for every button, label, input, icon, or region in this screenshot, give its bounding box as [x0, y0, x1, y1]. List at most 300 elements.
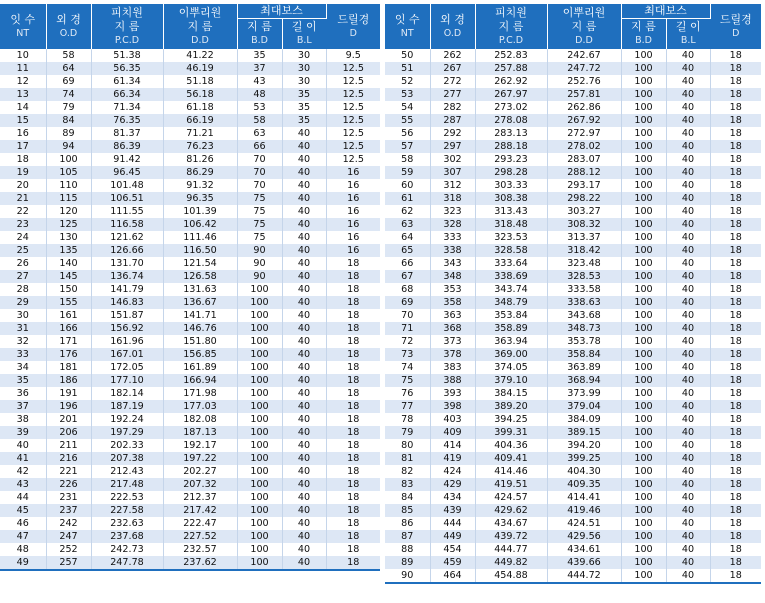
cell-drill: 18: [326, 543, 380, 556]
cell-dd: 373.99: [547, 387, 621, 400]
table-row: [385, 296, 761, 309]
cell-bl: 40: [666, 88, 710, 101]
header-od: 외 경 O.D: [46, 4, 91, 49]
cell-bd: 100: [237, 465, 282, 478]
cell-nt: 87: [385, 530, 430, 543]
cell-bl: 40: [666, 101, 710, 114]
cell-pcd: 308.38: [475, 192, 547, 205]
table-row: [385, 452, 761, 465]
cell-dd: 272.97: [547, 127, 621, 140]
table-row: [0, 88, 380, 101]
cell-dd: 419.46: [547, 504, 621, 517]
cell-drill: 18: [326, 257, 380, 270]
cell-pcd: 86.39: [91, 140, 163, 153]
table-row: [385, 283, 761, 296]
table-row: [0, 309, 380, 322]
cell-od: 429: [430, 478, 475, 491]
cell-dd: 151.80: [163, 335, 237, 348]
cell-dd: 328.53: [547, 270, 621, 283]
cell-od: 247: [46, 530, 91, 543]
header-dd: 이뿌리원 지 름 D.D: [163, 4, 237, 49]
cell-pcd: 151.87: [91, 309, 163, 322]
cell-drill: 18: [710, 426, 761, 439]
cell-od: 100: [46, 153, 91, 166]
cell-od: 297: [430, 140, 475, 153]
cell-bl: 40: [282, 166, 326, 179]
cell-drill: 12.5: [326, 62, 380, 75]
cell-od: 358: [430, 296, 475, 309]
cell-bd: 75: [237, 218, 282, 231]
table-row: [385, 426, 761, 439]
cell-drill: 18: [710, 387, 761, 400]
cell-bl: 40: [666, 504, 710, 517]
table-row: [0, 244, 380, 257]
cell-dd: 166.94: [163, 374, 237, 387]
cell-nt: 16: [0, 127, 46, 140]
table-row: [0, 504, 380, 517]
cell-drill: 18: [710, 127, 761, 140]
cell-drill: 18: [326, 491, 380, 504]
cell-od: 323: [430, 205, 475, 218]
cell-nt: 60: [385, 179, 430, 192]
header-bd: 지 름 B.D: [621, 19, 666, 50]
cell-pcd: 293.23: [475, 153, 547, 166]
cell-od: 120: [46, 205, 91, 218]
cell-od: 226: [46, 478, 91, 491]
table-row: [0, 322, 380, 335]
cell-od: 181: [46, 361, 91, 374]
table-row: [0, 296, 380, 309]
cell-dd: 66.19: [163, 114, 237, 127]
cell-pcd: 358.89: [475, 322, 547, 335]
cell-bd: 100: [237, 387, 282, 400]
cell-pcd: 66.34: [91, 88, 163, 101]
cell-drill: 18: [326, 296, 380, 309]
table-row: [0, 192, 380, 205]
cell-bd: 100: [621, 530, 666, 543]
cell-pcd: 182.14: [91, 387, 163, 400]
cell-bl: 40: [666, 413, 710, 426]
cell-dd: 121.54: [163, 257, 237, 270]
cell-bl: 35: [282, 88, 326, 101]
cell-pcd: 449.82: [475, 556, 547, 569]
cell-dd: 111.46: [163, 231, 237, 244]
cell-nt: 40: [0, 439, 46, 452]
cell-bl: 40: [666, 387, 710, 400]
cell-bd: 100: [237, 556, 282, 570]
cell-nt: 75: [385, 374, 430, 387]
cell-dd: 131.63: [163, 283, 237, 296]
cell-dd: 394.20: [547, 439, 621, 452]
cell-bl: 40: [282, 504, 326, 517]
cell-drill: 12.5: [326, 140, 380, 153]
cell-nt: 43: [0, 478, 46, 491]
cell-od: 373: [430, 335, 475, 348]
cell-drill: 18: [326, 504, 380, 517]
table-row: [385, 205, 761, 218]
cell-od: 155: [46, 296, 91, 309]
cell-nt: 72: [385, 335, 430, 348]
table-row: [385, 218, 761, 231]
cell-drill: 18: [326, 374, 380, 387]
table-row: [385, 101, 761, 114]
cell-pcd: 252.83: [475, 49, 547, 62]
table-row: [0, 153, 380, 166]
cell-dd: 333.58: [547, 283, 621, 296]
table-row: [0, 140, 380, 153]
cell-drill: 18: [710, 166, 761, 179]
cell-od: 206: [46, 426, 91, 439]
cell-bd: 100: [621, 244, 666, 257]
cell-pcd: 141.79: [91, 283, 163, 296]
cell-pcd: 419.51: [475, 478, 547, 491]
cell-bl: 40: [666, 348, 710, 361]
cell-bl: 40: [666, 114, 710, 127]
cell-nt: 41: [0, 452, 46, 465]
cell-bd: 100: [621, 231, 666, 244]
cell-nt: 82: [385, 465, 430, 478]
cell-bd: 100: [621, 283, 666, 296]
cell-dd: 141.71: [163, 309, 237, 322]
table-row: [0, 205, 380, 218]
cell-pcd: 51.38: [91, 49, 163, 62]
cell-pcd: 257.88: [475, 62, 547, 75]
cell-bd: 100: [237, 413, 282, 426]
cell-od: 388: [430, 374, 475, 387]
cell-drill: 18: [326, 335, 380, 348]
cell-pcd: 156.92: [91, 322, 163, 335]
cell-nt: 70: [385, 309, 430, 322]
cell-od: 237: [46, 504, 91, 517]
cell-bd: 100: [621, 465, 666, 478]
cell-dd: 232.57: [163, 543, 237, 556]
cell-nt: 81: [385, 452, 430, 465]
header-nt: 잇 수 NT: [385, 4, 430, 49]
cell-bl: 40: [666, 426, 710, 439]
cell-pcd: 379.10: [475, 374, 547, 387]
gear-table-left: [0, 4, 380, 571]
cell-bd: 100: [621, 439, 666, 452]
cell-dd: 96.35: [163, 192, 237, 205]
cell-bd: 90: [237, 257, 282, 270]
table-row: [385, 335, 761, 348]
cell-nt: 58: [385, 153, 430, 166]
cell-dd: 414.41: [547, 491, 621, 504]
cell-pcd: 333.64: [475, 257, 547, 270]
table-row: [0, 231, 380, 244]
cell-bd: 100: [237, 452, 282, 465]
cell-nt: 83: [385, 478, 430, 491]
cell-od: 115: [46, 192, 91, 205]
cell-dd: 257.81: [547, 88, 621, 101]
cell-pcd: 273.02: [475, 101, 547, 114]
cell-bl: 40: [282, 270, 326, 283]
cell-dd: 71.21: [163, 127, 237, 140]
table-row: [385, 361, 761, 374]
cell-pcd: 111.55: [91, 205, 163, 218]
cell-dd: 343.68: [547, 309, 621, 322]
cell-bd: 100: [621, 426, 666, 439]
cell-od: 221: [46, 465, 91, 478]
cell-nt: 53: [385, 88, 430, 101]
cell-od: 58: [46, 49, 91, 62]
cell-nt: 42: [0, 465, 46, 478]
cell-drill: 18: [710, 348, 761, 361]
table-row: [385, 244, 761, 257]
cell-bd: 100: [621, 452, 666, 465]
table-row: [0, 283, 380, 296]
cell-bd: 100: [237, 426, 282, 439]
cell-nt: 20: [0, 179, 46, 192]
cell-bl: 40: [282, 556, 326, 570]
cell-nt: 15: [0, 114, 46, 127]
cell-drill: 18: [326, 400, 380, 413]
cell-nt: 59: [385, 166, 430, 179]
cell-drill: 18: [710, 88, 761, 101]
cell-bd: 100: [237, 478, 282, 491]
cell-bl: 40: [282, 283, 326, 296]
cell-drill: 18: [710, 374, 761, 387]
table-row: [385, 504, 761, 517]
cell-bl: 30: [282, 75, 326, 88]
cell-dd: 187.13: [163, 426, 237, 439]
table-row: [0, 465, 380, 478]
cell-bd: 100: [621, 205, 666, 218]
cell-drill: 12.5: [326, 114, 380, 127]
cell-bd: 100: [621, 556, 666, 569]
cell-pcd: 126.66: [91, 244, 163, 257]
cell-od: 201: [46, 413, 91, 426]
cell-pcd: 167.01: [91, 348, 163, 361]
cell-pcd: 323.53: [475, 231, 547, 244]
cell-bd: 100: [237, 517, 282, 530]
cell-nt: 35: [0, 374, 46, 387]
cell-bd: 100: [237, 374, 282, 387]
cell-bd: 100: [621, 140, 666, 153]
cell-bd: 100: [237, 283, 282, 296]
cell-od: 328: [430, 218, 475, 231]
cell-od: 398: [430, 400, 475, 413]
cell-bl: 40: [282, 218, 326, 231]
cell-dd: 207.32: [163, 478, 237, 491]
cell-drill: 16: [326, 244, 380, 257]
cell-od: 419: [430, 452, 475, 465]
cell-pcd: 328.58: [475, 244, 547, 257]
cell-drill: 18: [326, 309, 380, 322]
cell-bl: 40: [282, 179, 326, 192]
cell-nt: 46: [0, 517, 46, 530]
cell-drill: 9.5: [326, 49, 380, 62]
cell-pcd: 91.42: [91, 153, 163, 166]
table-row: [385, 153, 761, 166]
cell-nt: 88: [385, 543, 430, 556]
cell-dd: 227.52: [163, 530, 237, 543]
table-row: [385, 127, 761, 140]
cell-drill: 18: [710, 543, 761, 556]
cell-od: 64: [46, 62, 91, 75]
table-row: [385, 400, 761, 413]
cell-od: 363: [430, 309, 475, 322]
cell-nt: 69: [385, 296, 430, 309]
table-row: [385, 543, 761, 556]
cell-dd: 171.98: [163, 387, 237, 400]
cell-nt: 48: [0, 543, 46, 556]
header-pcd: 피치원 지 름 P.C.D: [475, 4, 547, 49]
cell-dd: 318.42: [547, 244, 621, 257]
cell-nt: 28: [0, 283, 46, 296]
cell-nt: 54: [385, 101, 430, 114]
cell-bd: 100: [621, 49, 666, 62]
cell-bl: 40: [282, 361, 326, 374]
header-nt: 잇 수 NT: [0, 4, 46, 49]
cell-dd: 353.78: [547, 335, 621, 348]
cell-bl: 40: [666, 322, 710, 335]
cell-od: 338: [430, 244, 475, 257]
cell-nt: 45: [0, 504, 46, 517]
cell-bl: 40: [666, 244, 710, 257]
table-row: [385, 140, 761, 153]
cell-bl: 40: [666, 400, 710, 413]
cell-pcd: 81.37: [91, 127, 163, 140]
table-row: [385, 179, 761, 192]
cell-dd: 267.92: [547, 114, 621, 127]
cell-drill: 18: [710, 270, 761, 283]
cell-drill: 18: [710, 231, 761, 244]
cell-dd: 101.39: [163, 205, 237, 218]
cell-pcd: 262.92: [475, 75, 547, 88]
cell-dd: 379.04: [547, 400, 621, 413]
table-row: [0, 49, 380, 62]
cell-bd: 70: [237, 179, 282, 192]
cell-nt: 65: [385, 244, 430, 257]
cell-pcd: 414.46: [475, 465, 547, 478]
cell-bd: 100: [237, 296, 282, 309]
cell-dd: 384.09: [547, 413, 621, 426]
cell-dd: 348.73: [547, 322, 621, 335]
cell-bl: 40: [666, 218, 710, 231]
cell-bl: 40: [282, 452, 326, 465]
cell-nt: 63: [385, 218, 430, 231]
cell-dd: 252.76: [547, 75, 621, 88]
table-row: [385, 166, 761, 179]
cell-bl: 40: [282, 231, 326, 244]
cell-pcd: 192.24: [91, 413, 163, 426]
cell-bl: 40: [282, 309, 326, 322]
cell-pcd: 76.35: [91, 114, 163, 127]
cell-bl: 40: [282, 530, 326, 543]
cell-drill: 18: [710, 244, 761, 257]
cell-dd: 202.27: [163, 465, 237, 478]
cell-pcd: 56.35: [91, 62, 163, 75]
cell-nt: 14: [0, 101, 46, 114]
cell-drill: 18: [710, 205, 761, 218]
cell-od: 333: [430, 231, 475, 244]
cell-drill: 18: [326, 322, 380, 335]
cell-dd: 46.19: [163, 62, 237, 75]
table-row: [385, 556, 761, 569]
cell-dd: 278.02: [547, 140, 621, 153]
cell-bl: 40: [282, 348, 326, 361]
cell-pcd: 121.62: [91, 231, 163, 244]
cell-dd: 41.22: [163, 49, 237, 62]
cell-pcd: 101.48: [91, 179, 163, 192]
cell-drill: 18: [710, 491, 761, 504]
table-row: [0, 166, 380, 179]
cell-od: 105: [46, 166, 91, 179]
table-row: [0, 257, 380, 270]
table-row: [0, 530, 380, 543]
cell-drill: 18: [710, 504, 761, 517]
cell-dd: 237.62: [163, 556, 237, 570]
cell-drill: 18: [710, 192, 761, 205]
table-row: [385, 192, 761, 205]
cell-bl: 40: [666, 543, 710, 556]
cell-bd: 100: [237, 543, 282, 556]
cell-nt: 11: [0, 62, 46, 75]
cell-dd: 156.85: [163, 348, 237, 361]
cell-nt: 51: [385, 62, 430, 75]
cell-drill: 16: [326, 205, 380, 218]
cell-pcd: 409.41: [475, 452, 547, 465]
cell-dd: 106.42: [163, 218, 237, 231]
cell-od: 287: [430, 114, 475, 127]
cell-nt: 66: [385, 257, 430, 270]
cell-bd: 75: [237, 205, 282, 218]
cell-pcd: 389.20: [475, 400, 547, 413]
cell-drill: 18: [710, 179, 761, 192]
cell-dd: 429.56: [547, 530, 621, 543]
cell-dd: 161.89: [163, 361, 237, 374]
table-row: [0, 114, 380, 127]
cell-pcd: 338.69: [475, 270, 547, 283]
cell-pcd: 212.43: [91, 465, 163, 478]
cell-drill: 18: [326, 426, 380, 439]
cell-nt: 89: [385, 556, 430, 569]
table-row: [385, 491, 761, 504]
cell-pcd: 384.15: [475, 387, 547, 400]
cell-bl: 40: [666, 517, 710, 530]
cell-drill: 16: [326, 231, 380, 244]
cell-bd: 66: [237, 140, 282, 153]
cell-bl: 40: [666, 491, 710, 504]
cell-bl: 40: [282, 374, 326, 387]
table-row: [385, 478, 761, 491]
table-row: [0, 62, 380, 75]
cell-drill: 18: [710, 140, 761, 153]
cell-bl: 40: [282, 192, 326, 205]
cell-nt: 67: [385, 270, 430, 283]
table-row: [385, 88, 761, 101]
cell-nt: 84: [385, 491, 430, 504]
cell-dd: 444.72: [547, 569, 621, 583]
cell-pcd: 106.51: [91, 192, 163, 205]
cell-pcd: 454.88: [475, 569, 547, 583]
cell-pcd: 217.48: [91, 478, 163, 491]
cell-od: 110: [46, 179, 91, 192]
table-row: [0, 426, 380, 439]
cell-drill: 12.5: [326, 127, 380, 140]
cell-drill: 18: [326, 556, 380, 570]
cell-bd: 58: [237, 114, 282, 127]
cell-bl: 40: [282, 465, 326, 478]
cell-bd: 100: [621, 153, 666, 166]
cell-od: 69: [46, 75, 91, 88]
cell-bd: 48: [237, 88, 282, 101]
cell-od: 171: [46, 335, 91, 348]
cell-od: 211: [46, 439, 91, 452]
header-pcd: 피치원 지 름 P.C.D: [91, 4, 163, 49]
cell-nt: 18: [0, 153, 46, 166]
